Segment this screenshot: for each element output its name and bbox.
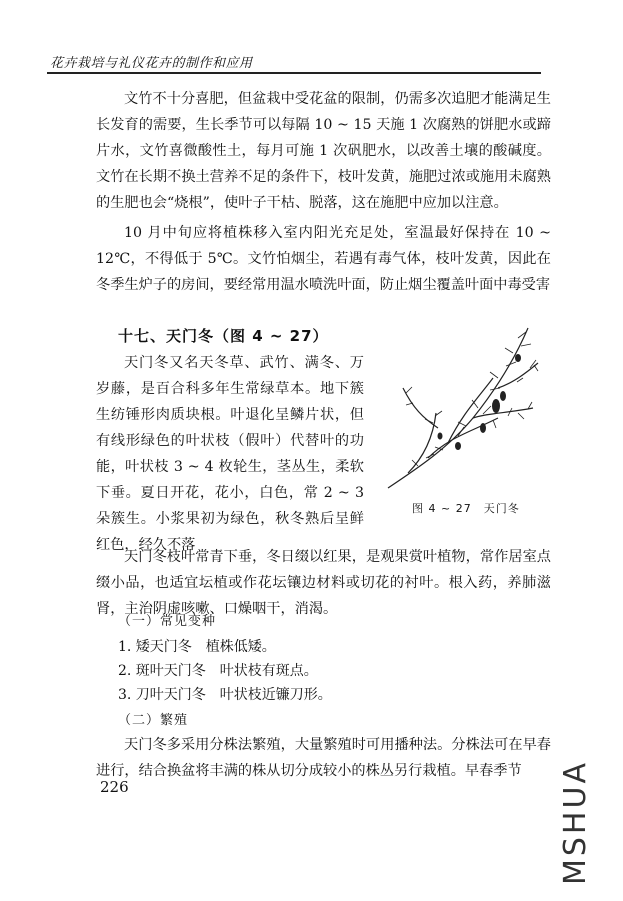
paragraph-overwintering: 10 月中旬应将植株移入室内阳光充足处，室温最好保持在 10 ~ 12℃，不得低于 5℃。文竹怕烟尘，若遇有毒气体，枝叶发黄，因此在冬季生炉子的房间，要经常用温水喷洗叶面，防止烟尘覆盖叶面中毒受害 bbox=[96, 225, 551, 293]
figure-caption: 图 4 ~ 27 天门冬 bbox=[412, 502, 520, 515]
asparagus-plant-illustration bbox=[378, 318, 543, 493]
header-rule bbox=[47, 72, 541, 74]
paragraph-uses: 天门冬枝叶常青下垂，冬日缀以红果，是观果赏叶植物，常作居室点缀小品，也适宜坛植或作花坛镶边材料或切花的衬叶。根入药，养肺滋肾，主治阴虚咳嗽、口燥咽干，消渴。 bbox=[96, 549, 551, 617]
paragraph-fertilizing: 文竹不十分喜肥，但盆栽中受花盆的限制，仍需多次追肥才能满足生长发育的需要，生长季节可以每隔 10 ~ 15 天施 1 次腐熟的饼肥水或蹄片水，文竹喜微酸性土，每月可施 1 次矾肥水，以改善土壤的酸碱度。文竹在长期不换土营养不足的条件下，枝叶发黄，施肥过浓或施用未腐熟的生肥也会“烧根”，使叶子干枯、脱落，这在施肥中应加以注意。 bbox=[96, 91, 551, 211]
watermark: MSHUA bbox=[558, 760, 593, 885]
paragraph-description: 天门冬又名天冬草、武竹、满冬、万岁藤，是百合科多年生常绿草本。地下簇生纺锤形肉质块根。叶退化呈鳞片状，但有线形绿色的叶状枝（假叶）代替叶的功能，叶状枝 3 ~ 4 枚轮生，茎丛生，柔软下垂。夏日开花，花小，白色，常 2 ~ 3 朵簇生。小浆果初为绿色，秋冬熟后呈鲜红色，经久不落 bbox=[96, 355, 364, 553]
variety-item: 3. 刀叶天门冬 叶状枝近镰刀形。 bbox=[118, 687, 332, 703]
variety-item: 2. 斑叶天门冬 叶状枝有斑点。 bbox=[118, 663, 318, 679]
running-header: 花卉栽培与礼仪花卉的制作和应用 bbox=[50, 56, 253, 71]
variety-item: 1. 矮天门冬 植株低矮。 bbox=[118, 639, 276, 655]
section-heading: 十七、天门冬（图 4 ~ 27） bbox=[118, 327, 329, 345]
subheading-varieties: （一）常见变种 bbox=[118, 614, 217, 629]
paragraph-propagation: 天门冬多采用分株法繁殖，大量繁殖时可用播种法。分株法可在早春进行，结合换盆将丰满的株从切分成较小的株丛另行栽植。早春季节 bbox=[96, 737, 551, 779]
page-number: 226 bbox=[100, 778, 129, 796]
subheading-propagation: （二）繁殖 bbox=[118, 713, 189, 728]
